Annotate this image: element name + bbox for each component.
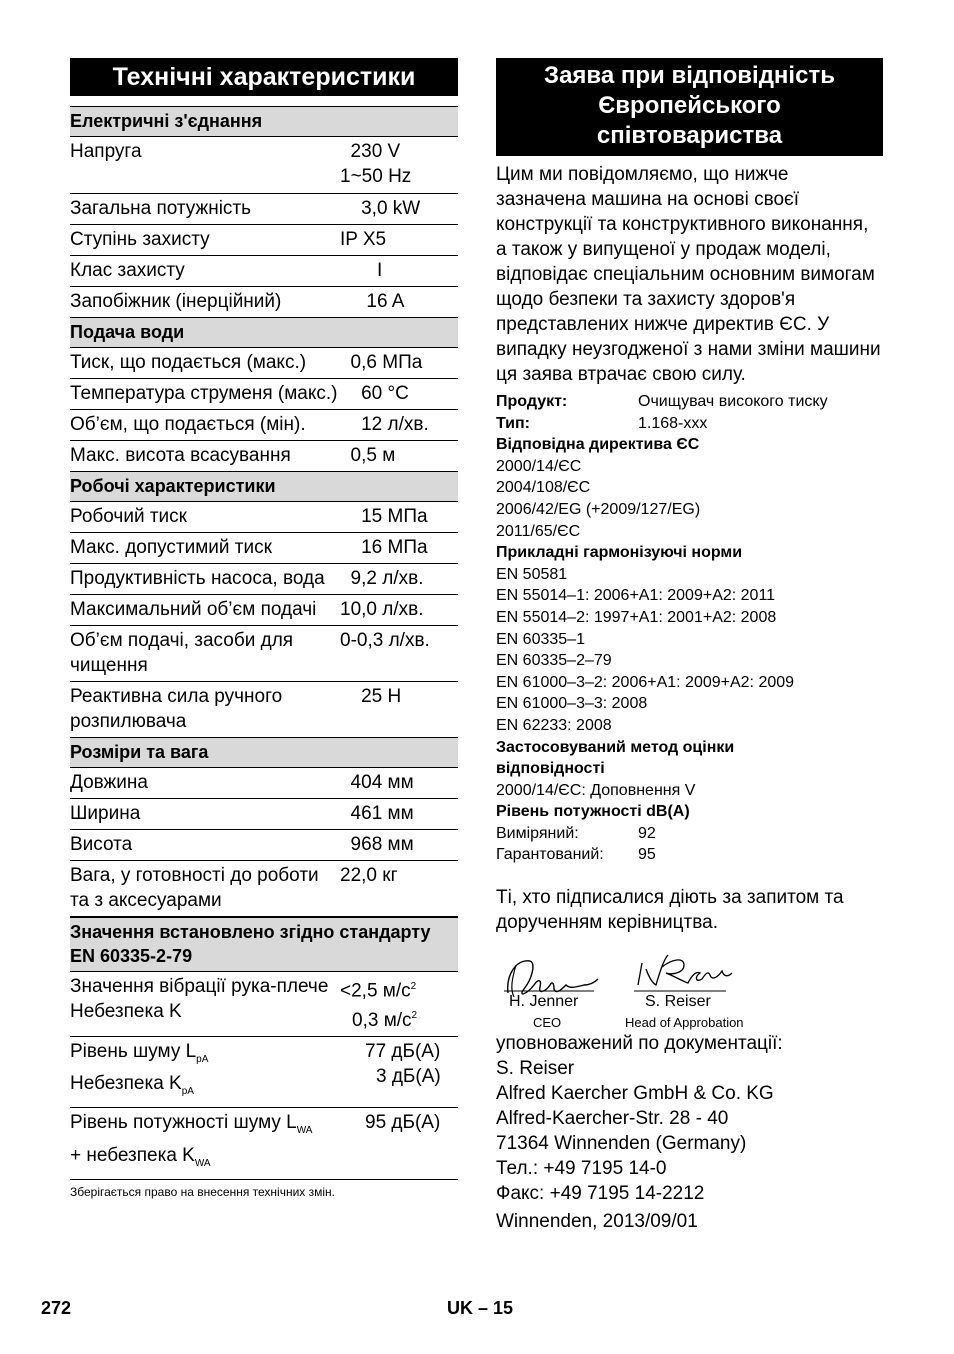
signer2-role: Head of Approbation xyxy=(625,1015,744,1031)
spec-label: Реактивна сила ручного розпилювача xyxy=(70,686,283,732)
norm-item: EN 62233: 2008 xyxy=(496,716,612,734)
spec-label: Рівень потужності шуму L xyxy=(70,1112,297,1134)
signers-text: Ті, хто підписалися діють за запитом та дорученням керівництва. xyxy=(496,887,844,934)
norm-item: EN 55014–1: 2006+A1: 2009+A2: 2011 xyxy=(496,587,776,605)
norm-item: EN 60335–1 xyxy=(496,630,585,648)
spec-label: Запобіжник (інерційний) xyxy=(70,291,282,312)
spec-row xyxy=(70,768,458,799)
norm-item: EN 50581 xyxy=(496,565,568,583)
date-line: Winnenden, 2013/09/01 xyxy=(496,1211,698,1233)
product-label: Продукт: xyxy=(496,393,568,410)
declaration-title: Заява при відповідність Європейського співтовариства xyxy=(496,58,883,156)
spec-value: 0,6 МПа xyxy=(340,352,423,373)
spec-value: 95 дБ(A) xyxy=(365,1112,441,1134)
guaranteed-label: Гарантований: xyxy=(496,846,604,864)
spec-value: 60 °C xyxy=(340,383,409,404)
spec-value: 12 л/хв. xyxy=(340,414,429,435)
directive-item: 2004/108/ЄС xyxy=(496,479,591,497)
spec-row xyxy=(70,799,458,830)
spec-row xyxy=(70,595,458,626)
spec-value: 9,2 л/хв. xyxy=(340,568,424,589)
spec-row xyxy=(70,441,458,472)
phone-line: Тел.: +49 7195 14-0 xyxy=(496,1158,667,1180)
page-number: 272 xyxy=(41,1298,72,1318)
spec-value: 3 дБ(A) xyxy=(376,1065,441,1087)
spec-value: 461 мм xyxy=(340,803,414,824)
measured-value: 92 xyxy=(638,824,656,842)
spec-label: Загальна потужність xyxy=(70,198,252,219)
directive-item: 2011/65/ЄС xyxy=(496,522,581,540)
spec-label: Клас захисту xyxy=(70,260,185,281)
declaration-column xyxy=(496,58,883,1234)
spec-label: Висота xyxy=(70,834,133,855)
spec-value: 25 Н xyxy=(340,686,402,707)
type-value: 1.168-xxx xyxy=(638,414,708,432)
directives-heading: Відповідна директива ЄС xyxy=(496,436,700,454)
spec-row xyxy=(70,564,458,595)
section-page: UK – 15 xyxy=(447,1298,514,1318)
technical-data-title: Технічні характеристики xyxy=(70,58,458,96)
spec-row-vibration: Значення вібрації рука-плече Небезпека K <2,5 $м/с^2$ 0,3 $м/с^2$ xyxy=(70,972,458,1037)
product-value: Очищувач високого тиску xyxy=(638,393,828,410)
spec-label: Рівень шуму L xyxy=(70,1040,197,1062)
change-note: Зберігається право на внесення технічних змін. xyxy=(70,1184,336,1199)
spec-row xyxy=(70,348,458,379)
spec-row xyxy=(70,256,458,287)
spec-value: IP X5 xyxy=(340,229,387,250)
spec-label: Температура струменя (макс.) xyxy=(70,383,338,404)
spec-value: 0,3 м/с xyxy=(352,1009,412,1031)
norm-item: EN 55014–2: 1997+A1: 2001+A2: 2008 xyxy=(496,608,777,626)
spec-row xyxy=(70,137,458,194)
spec-label: Об’єм, що подається (мін). xyxy=(70,414,306,435)
spec-value: 230 V 1~50 Hz xyxy=(340,141,412,187)
norms-heading: Прикладні гармонізуючі норми xyxy=(496,544,743,562)
spec-row xyxy=(70,626,458,682)
section-heading-electrical: Електричні з'єднання xyxy=(70,107,458,137)
spec-value: 77 дБ(A) xyxy=(365,1040,441,1062)
spec-row xyxy=(70,225,458,256)
section-heading-water: Подача води xyxy=(70,318,458,348)
method-heading: Застосовуваний метод оцінки відповідності xyxy=(496,738,735,778)
spec-label: Продуктивність насоса, вода xyxy=(70,568,325,589)
spec-label: Об’єм подачі, засоби для чищення xyxy=(70,630,294,676)
address-line: 71364 Winnenden (Germany) xyxy=(496,1133,747,1155)
spec-label: Макс. допустимий тиск xyxy=(70,537,272,558)
spec-label: Небезпека K xyxy=(70,1001,182,1022)
spec-label: Небезпека K xyxy=(70,1073,182,1095)
spec-row xyxy=(70,287,458,318)
spec-value: 16 МПа xyxy=(340,537,428,558)
signer1-name: H. Jenner xyxy=(509,993,579,1011)
fax-line: Факс: +49 7195 14-2212 xyxy=(496,1183,705,1205)
spec-label: + небезпека K xyxy=(70,1145,195,1167)
spec-row xyxy=(70,379,458,410)
spec-label: Ширина xyxy=(70,803,141,824)
address-line: Alfred Kaercher GmbH & Co. KG xyxy=(496,1083,774,1105)
directive-item: 2000/14/ЄС xyxy=(496,457,582,475)
spec-value: 10,0 л/хв. xyxy=(340,599,424,620)
section-heading-norm: Значення встановлено згідно стандарту EN 60335-2-79 xyxy=(70,918,458,972)
spec-label: Ступінь захисту xyxy=(70,229,210,250)
norm-item: EN 61000–3–2: 2006+A1: 2009+A2: 2009 xyxy=(496,673,795,691)
spec-label: Довжина xyxy=(70,772,148,793)
measured-label: Виміряний: xyxy=(496,824,579,842)
spec-value: 0-0,3 л/хв. xyxy=(340,630,430,651)
spec-value: <2,5 м/с xyxy=(340,980,411,1002)
type-label: Тип: xyxy=(496,414,530,432)
spec-label: Значення вібрації рука-плече xyxy=(70,976,329,997)
spec-value: 3,0 kW xyxy=(340,198,421,219)
spec-label: Робочий тиск xyxy=(70,506,187,527)
section-heading-performance: Робочі характеристики xyxy=(70,472,458,502)
address-line: Alfred-Kaercher-Str. 28 - 40 xyxy=(496,1108,729,1130)
spec-row xyxy=(70,502,458,533)
spec-row xyxy=(70,533,458,564)
spec-row xyxy=(70,861,458,918)
spec-value: 968 мм xyxy=(340,834,414,855)
spec-label: Максимальний об’єм подачі xyxy=(70,599,317,620)
spec-row xyxy=(70,194,458,225)
directive-item: 2006/42/EG (+2009/127/EG) xyxy=(496,500,701,518)
norm-item: EN 61000–3–3: 2008 xyxy=(496,695,648,713)
spec-label: Напруга xyxy=(70,141,142,162)
spec-value: 0,5 м xyxy=(340,445,396,466)
spec-table xyxy=(70,106,458,1180)
spec-value: I xyxy=(340,260,383,281)
power-level-heading: Рівень потужності dB(A) xyxy=(496,803,690,821)
spec-label: Макс. висота всасування xyxy=(70,445,291,466)
section-heading-dimensions: Розміри та вага xyxy=(70,738,458,768)
spec-value: 22,0 кг xyxy=(340,865,398,886)
spec-label: Тиск, що подається (макс.) xyxy=(70,352,307,373)
spec-label: Вага, у готовності до роботи та з аксесуарами xyxy=(70,865,319,911)
technical-data-column xyxy=(70,58,458,1199)
authorized-text: уповноважений по документації: xyxy=(496,1033,783,1055)
spec-value: 15 МПа xyxy=(340,506,428,527)
signatures xyxy=(496,945,883,1031)
address-line: S. Reiser xyxy=(496,1058,575,1080)
method-value: 2000/14/ЄС: Доповнення V xyxy=(496,781,696,799)
spec-value: 16 A xyxy=(340,291,405,312)
norm-item: EN 60335–2–79 xyxy=(496,652,612,670)
declaration-details xyxy=(496,391,883,866)
spec-row xyxy=(70,682,458,738)
guaranteed-value: 95 xyxy=(638,846,656,864)
spec-value: 404 мм xyxy=(340,772,414,793)
signer1-role: CEO xyxy=(533,1015,562,1031)
spec-row xyxy=(70,830,458,861)
declaration-intro: Цим ми повідомляємо, що нижче зазначена машина на основі своєї конструкції та конструктивного виконання, а також у випущеної у продаж моделі, відповідає спеціальним основним вимогам щодо безпеки та захисту здоров'я представлених нижче директив ЄС. У випадку неузгодженої з нами зміни машини ця заява втрачає свою силу. xyxy=(496,164,881,385)
spec-row-power: Рівень потужності шуму $L_{WA}$ + небезпека $K_{WA}$ 95 дБ(A) xyxy=(70,1108,458,1180)
spec-row xyxy=(70,410,458,441)
signer2-name: S. Reiser xyxy=(645,993,711,1011)
spec-row-noise: Рівень шуму $L_{pA}$ Небезпека $K_{pA}$ 77 дБ(A) 3 дБ(A) xyxy=(70,1037,458,1109)
